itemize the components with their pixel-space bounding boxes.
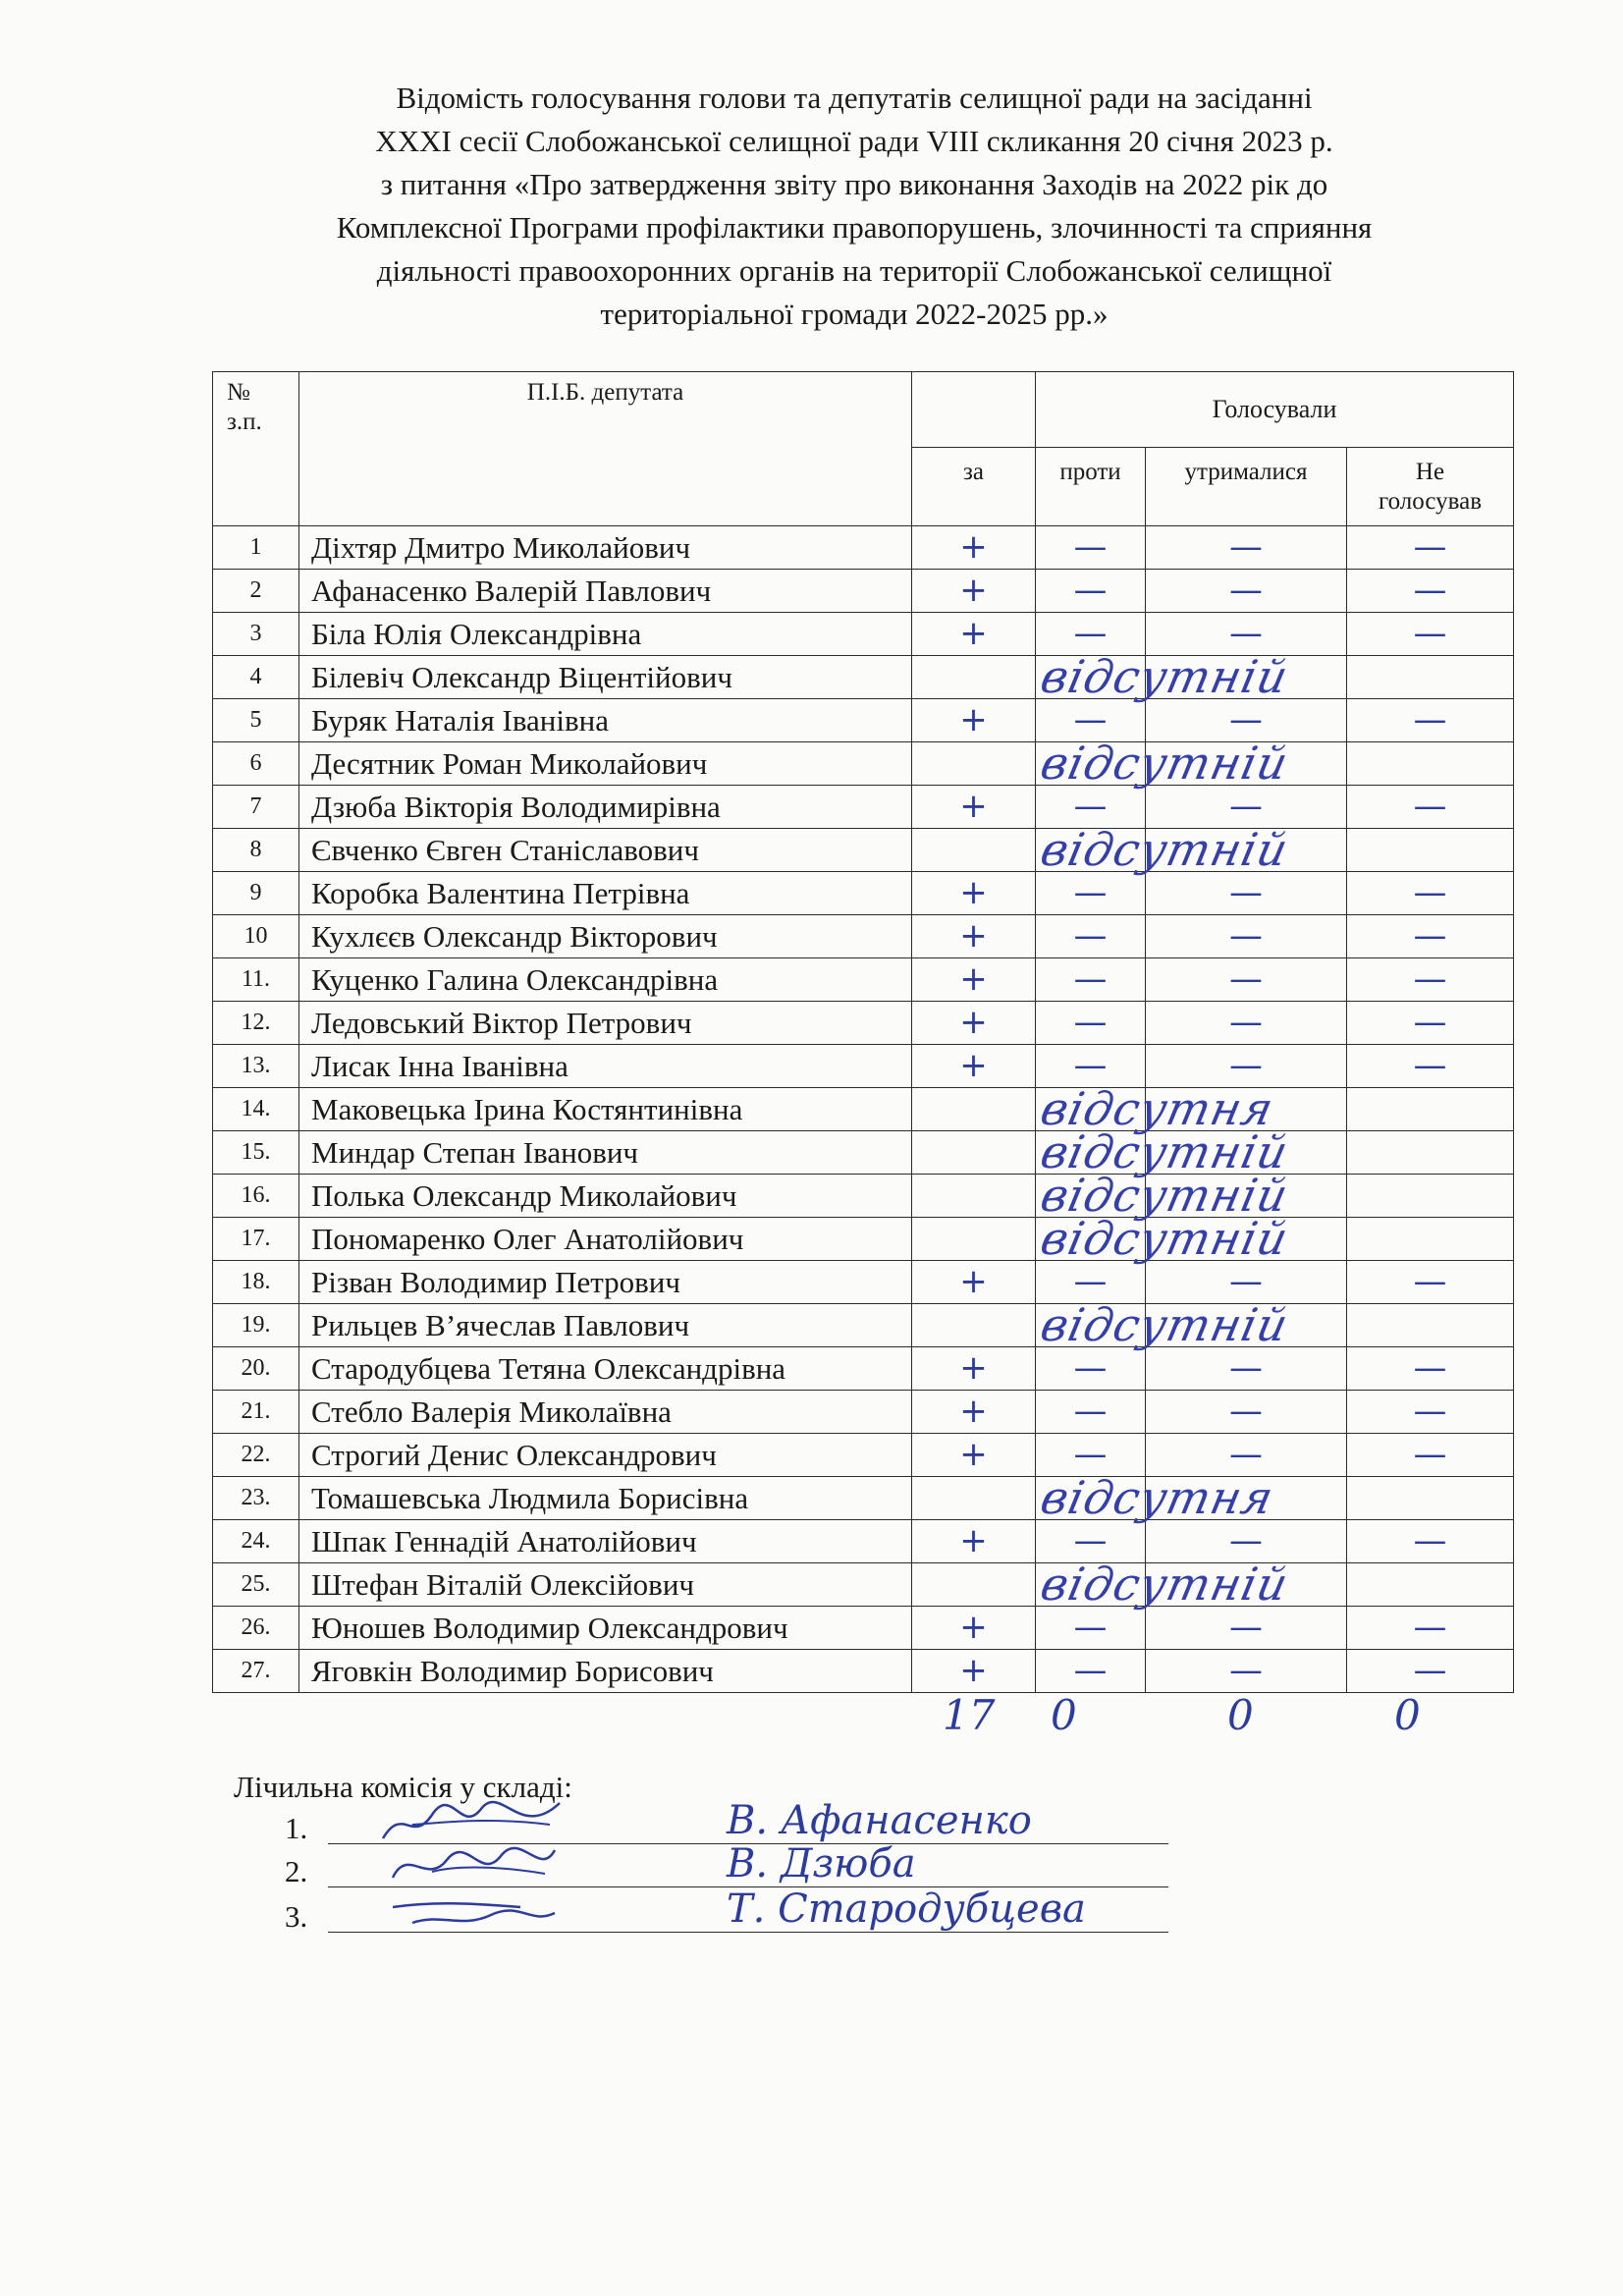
title-line: з питання «Про затвердження звіту про виконання Заходів на 2022 рік до [380, 167, 1328, 201]
deputy-name: Коробка Валентина Петрівна [299, 872, 912, 915]
title-line: діяльності правоохоронних органів на території Слобожанської селищної [376, 253, 1332, 288]
vote-cell [1036, 1298, 1294, 1351]
absent-note: відсутній [1036, 823, 1294, 876]
title-line: Комплексної Програми профілактики правопорушень, злочинності та сприяння [336, 210, 1373, 245]
vote-cell [1036, 1558, 1294, 1611]
table-row [213, 915, 1514, 958]
absent-note: відсутній [1036, 1298, 1294, 1351]
vote-dash-mark: — [1229, 1521, 1263, 1560]
header-abstained: утрималися [1146, 448, 1347, 526]
deputy-name: Рильцев В’ячеслав Павлович [299, 1304, 912, 1347]
table-row [213, 1434, 1514, 1477]
vote-rows [213, 526, 1514, 1693]
member-index: 3. [285, 1899, 308, 1934]
vote-cell [912, 656, 1036, 699]
vote-cell [912, 526, 1036, 570]
vote-cell [1347, 1088, 1514, 1131]
vote-dash-mark: — [1413, 873, 1447, 912]
vote-dash-mark: — [1229, 1651, 1263, 1690]
deputy-name: Штефан Віталій Олексійович [299, 1563, 912, 1607]
vote-cell [1146, 699, 1347, 742]
vote-total: 0 [1051, 1691, 1077, 1739]
vote-cell [1347, 656, 1514, 699]
row-number: 8 [213, 829, 299, 872]
row-number: 19. [213, 1304, 299, 1347]
vote-cell [912, 872, 1036, 915]
vote-cell [1036, 1471, 1279, 1524]
vote-cell [1347, 526, 1514, 570]
row-number: 17. [213, 1218, 299, 1261]
vote-cell [1146, 958, 1347, 1002]
deputy-name: Різван Володимир Петрович [299, 1261, 912, 1304]
vote-cell [1146, 1520, 1347, 1563]
row-number: 23. [213, 1477, 299, 1520]
vote-cell [1036, 1650, 1146, 1693]
header-not-voted [1347, 448, 1514, 526]
vote-for-mark: + [959, 527, 988, 567]
vote-for-mark: + [959, 873, 988, 912]
row-number: 24. [213, 1520, 299, 1563]
vote-dash-mark: — [1229, 1608, 1263, 1647]
commission-member [285, 1886, 1168, 1939]
vote-cell [1146, 1304, 1347, 1347]
deputy-name: Полька Олександр Миколайович [299, 1175, 912, 1218]
vote-cell [1347, 1045, 1514, 1088]
vote-dash-mark: — [1229, 873, 1263, 912]
vote-dash-mark: — [1073, 1392, 1108, 1431]
vote-dash-mark: — [1073, 916, 1108, 956]
vote-cell [1036, 650, 1294, 703]
deputy-name: Юношев Володимир Олександрович [299, 1607, 912, 1650]
vote-dash-mark: — [1229, 959, 1263, 999]
table-row [213, 1261, 1514, 1304]
vote-cell [912, 1045, 1036, 1088]
table-row [213, 1218, 1514, 1261]
row-number: 3 [213, 613, 299, 656]
vote-dash-mark: — [1413, 614, 1447, 653]
absent-note: відсутній [1036, 650, 1294, 703]
vote-cell [1347, 1477, 1514, 1520]
vote-cell [912, 829, 1036, 872]
vote-cell [1347, 1650, 1514, 1693]
vote-for-mark: + [959, 787, 988, 826]
vote-cell [1347, 1261, 1514, 1304]
header-against: проти [1036, 448, 1146, 526]
vote-cell [1347, 1131, 1514, 1175]
vote-cell [1146, 1045, 1347, 1088]
absent-note: відсутній [1036, 1558, 1294, 1611]
row-number: 1 [213, 526, 299, 570]
deputy-name: Білевіч Олександр Віцентійович [299, 656, 912, 699]
member-name: Т. Стародубцева [727, 1886, 1086, 1932]
title-line: Відомість голосування голови та депутатів селищної ради на засіданні [396, 81, 1313, 115]
vote-for-mark: + [959, 959, 988, 999]
vote-dash-mark: — [1073, 614, 1108, 653]
vote-cell [1036, 1045, 1146, 1088]
vote-dash-mark: — [1073, 700, 1108, 739]
vote-cell [1036, 613, 1146, 656]
table-row [213, 1607, 1514, 1650]
vote-cell [1146, 1131, 1347, 1175]
vote-cell [1146, 1218, 1347, 1261]
vote-dash-mark: — [1073, 1348, 1108, 1388]
deputy-name: Дзюба Вікторія Володимирівна [299, 786, 912, 829]
row-number: 15. [213, 1131, 299, 1175]
vote-cell [1347, 613, 1514, 656]
table-row [213, 526, 1514, 570]
vote-cell [912, 1175, 1036, 1218]
row-number: 11. [213, 958, 299, 1002]
row-number: 5 [213, 699, 299, 742]
vote-cell [1146, 1088, 1347, 1131]
document-title [196, 77, 1512, 336]
vote-cell [912, 1002, 1036, 1045]
table-row [213, 1477, 1514, 1520]
deputy-name: Куценко Галина Олександрівна [299, 958, 912, 1002]
vote-cell [1036, 1391, 1146, 1434]
vote-cell [1347, 1434, 1514, 1477]
vote-cell [1036, 1002, 1146, 1045]
vote-cell [1036, 1125, 1294, 1178]
row-number: 25. [213, 1563, 299, 1607]
table-row [213, 570, 1514, 613]
row-number: 4 [213, 656, 299, 699]
vote-cell [1347, 1002, 1514, 1045]
table-row [213, 1391, 1514, 1434]
header-not-voted-label: Не голосував [1378, 459, 1483, 515]
vote-cell [1347, 915, 1514, 958]
vote-cell [1347, 829, 1514, 872]
vote-cell [1347, 1175, 1514, 1218]
deputy-name: Ледовський Віктор Петрович [299, 1002, 912, 1045]
vote-for-mark: + [959, 1392, 988, 1431]
title-line: територіальної громади 2022-2025 рр.» [600, 297, 1109, 331]
vote-cell [912, 786, 1036, 829]
vote-for-mark: + [959, 1608, 988, 1647]
vote-cell [912, 1304, 1036, 1347]
vote-cell [1146, 786, 1347, 829]
vote-dash-mark: — [1229, 1003, 1263, 1042]
deputy-name: Маковецька Ірина Костянтинівна [299, 1088, 912, 1131]
vote-cell [912, 1347, 1036, 1391]
vote-total: 0 [1227, 1691, 1254, 1739]
vote-dash-mark: — [1229, 571, 1263, 610]
vote-cell [912, 742, 1036, 786]
vote-cell [1347, 742, 1514, 786]
absent-note: відсутній [1036, 1125, 1294, 1178]
header-for: за [912, 448, 1036, 526]
vote-total: 17 [943, 1691, 996, 1739]
vote-for-mark: + [959, 1262, 988, 1301]
vote-dash-mark: — [1413, 787, 1447, 826]
table-row [213, 786, 1514, 829]
vote-for-mark: + [959, 1003, 988, 1042]
vote-cell [1036, 823, 1294, 876]
vote-dash-mark: — [1073, 959, 1108, 999]
vote-cell [1347, 1218, 1514, 1261]
vote-dash-mark: — [1229, 527, 1263, 567]
vote-dash-mark: — [1073, 1046, 1108, 1085]
vote-for-mark: + [959, 1348, 988, 1388]
vote-for-mark: + [959, 1521, 988, 1560]
vote-cell [1146, 1563, 1347, 1607]
header-name: П.І.Б. депутата [299, 372, 912, 526]
vote-cell [1146, 1650, 1347, 1693]
vote-cell [1146, 570, 1347, 613]
vote-dash-mark: — [1073, 1262, 1108, 1301]
vote-cell [1036, 1347, 1146, 1391]
table-row [213, 872, 1514, 915]
vote-cell [912, 1520, 1036, 1563]
deputy-name: Строгий Денис Олександрович [299, 1434, 912, 1477]
vote-cell [1347, 1304, 1514, 1347]
vote-cell [1347, 872, 1514, 915]
table-row [213, 958, 1514, 1002]
row-number: 13. [213, 1045, 299, 1088]
vote-for-mark: + [959, 571, 988, 610]
row-number: 18. [213, 1261, 299, 1304]
vote-for-mark: + [959, 1046, 988, 1085]
table-row [213, 613, 1514, 656]
vote-cell [912, 1088, 1036, 1131]
vote-dash-mark: — [1073, 873, 1108, 912]
header-number-label: № з.п. [227, 379, 262, 435]
absent-note: відсутня [1036, 1082, 1279, 1135]
vote-dash-mark: — [1229, 787, 1263, 826]
deputy-name: Стебло Валерія Миколаївна [299, 1391, 912, 1434]
vote-cell [1347, 699, 1514, 742]
vote-cell [1146, 1175, 1347, 1218]
signature-icon [373, 1884, 569, 1939]
deputy-name: Діхтяр Дмитро Миколайович [299, 526, 912, 570]
vote-dash-mark: — [1073, 1608, 1108, 1647]
deputy-name: Євченко Євген Станіславович [299, 829, 912, 872]
vote-cell [912, 1607, 1036, 1650]
vote-cell [912, 1261, 1036, 1304]
row-number: 9 [213, 872, 299, 915]
vote-cell [912, 699, 1036, 742]
vote-dash-mark: — [1229, 1348, 1263, 1388]
vote-dash-mark: — [1229, 1046, 1263, 1085]
vote-for-mark: + [959, 916, 988, 956]
vote-dash-mark: — [1413, 959, 1447, 999]
vote-cell [1347, 786, 1514, 829]
table-row [213, 1002, 1514, 1045]
table-row [213, 1131, 1514, 1175]
vote-cell [912, 1131, 1036, 1175]
vote-dash-mark: — [1073, 1435, 1108, 1474]
vote-cell [1146, 656, 1347, 699]
vote-cell [1347, 1563, 1514, 1607]
vote-dash-mark: — [1413, 1348, 1447, 1388]
vote-dash-mark: — [1229, 700, 1263, 739]
vote-cell [1347, 1607, 1514, 1650]
table-row [213, 1347, 1514, 1391]
vote-cell [1146, 1002, 1347, 1045]
vote-for-mark: + [959, 700, 988, 739]
vote-dash-mark: — [1413, 527, 1447, 567]
row-number: 12. [213, 1002, 299, 1045]
vote-cell [1036, 1520, 1146, 1563]
member-name: В. Дзюба [727, 1841, 916, 1886]
table-row [213, 1088, 1514, 1131]
vote-cell [912, 1477, 1036, 1520]
table-row [213, 1045, 1514, 1088]
vote-dash-mark: — [1073, 1521, 1108, 1560]
vote-cell [1146, 1261, 1347, 1304]
deputy-name: Афанасенко Валерій Павлович [299, 570, 912, 613]
vote-cell [1146, 1607, 1347, 1650]
vote-cell [1036, 1082, 1279, 1135]
vote-dash-mark: — [1413, 700, 1447, 739]
table-row [213, 699, 1514, 742]
vote-dash-mark: — [1229, 916, 1263, 956]
table-row [213, 1175, 1514, 1218]
vote-dash-mark: — [1413, 571, 1447, 610]
vote-dash-mark: — [1413, 1435, 1447, 1474]
vote-cell [1347, 1347, 1514, 1391]
vote-dash-mark: — [1413, 1651, 1447, 1690]
header-empty-cell [912, 372, 1036, 448]
row-number: 20. [213, 1347, 299, 1391]
voting-table [212, 371, 1514, 1693]
vote-cell [912, 1218, 1036, 1261]
vote-cell [1146, 1477, 1347, 1520]
vote-cell [1146, 526, 1347, 570]
vote-dash-mark: — [1413, 916, 1447, 956]
vote-cell [1036, 958, 1146, 1002]
vote-dash-mark: — [1413, 1521, 1447, 1560]
row-number: 14. [213, 1088, 299, 1131]
vote-cell [912, 1563, 1036, 1607]
deputy-name: Стародубцева Тетяна Олександрівна [299, 1347, 912, 1391]
vote-cell [1146, 742, 1347, 786]
vote-cell [912, 1434, 1036, 1477]
vote-cell [912, 570, 1036, 613]
row-number: 7 [213, 786, 299, 829]
absent-note: відсутній [1036, 1212, 1294, 1265]
deputy-name: Шпак Геннадій Анатолійович [299, 1520, 912, 1563]
vote-cell [1347, 1391, 1514, 1434]
deputy-name: Яговкін Володимир Борисович [299, 1650, 912, 1693]
deputy-name: Томашевська Людмила Борисівна [299, 1477, 912, 1520]
commission-label: Лічильна комісія у складі: [234, 1770, 572, 1804]
vote-dash-mark: — [1073, 1003, 1108, 1042]
vote-cell [1036, 1607, 1146, 1650]
vote-for-mark: + [959, 1651, 988, 1690]
table-row [213, 1304, 1514, 1347]
vote-cell [1146, 1391, 1347, 1434]
vote-cell [1347, 958, 1514, 1002]
vote-cell [1036, 737, 1294, 790]
vote-dash-mark: — [1073, 571, 1108, 610]
deputy-name: Лисак Інна Іванівна [299, 1045, 912, 1088]
vote-dash-mark: — [1413, 1003, 1447, 1042]
title-line: XXXI сесії Слобожанської селищної ради VIII скликання 20 січня 2023 р. [375, 124, 1333, 158]
deputy-name: Кухлєєв Олександр Вікторович [299, 915, 912, 958]
vote-cell [1036, 526, 1146, 570]
member-index: 2. [285, 1854, 308, 1888]
absent-note: відсутня [1036, 1471, 1279, 1524]
vote-cell [912, 1650, 1036, 1693]
deputy-name: Миндар Степан Іванович [299, 1131, 912, 1175]
vote-cell [1036, 915, 1146, 958]
vote-total: 0 [1394, 1691, 1421, 1739]
vote-cell [1146, 872, 1347, 915]
vote-cell [1146, 915, 1347, 958]
table-row [213, 742, 1514, 786]
vote-cell [912, 613, 1036, 656]
vote-dash-mark: — [1229, 1262, 1263, 1301]
vote-dash-mark: — [1073, 787, 1108, 826]
vote-cell [1347, 1520, 1514, 1563]
vote-cell [1347, 570, 1514, 613]
row-number: 22. [213, 1434, 299, 1477]
vote-cell [1036, 1434, 1146, 1477]
vote-cell [1146, 613, 1347, 656]
vote-dash-mark: — [1229, 614, 1263, 653]
deputy-name: Буряк Наталія Іванівна [299, 699, 912, 742]
vote-cell [1036, 1261, 1146, 1304]
row-number: 10 [213, 915, 299, 958]
vote-dash-mark: — [1229, 1435, 1263, 1474]
vote-cell [1036, 786, 1146, 829]
row-number: 6 [213, 742, 299, 786]
vote-cell [1146, 829, 1347, 872]
vote-cell [1036, 699, 1146, 742]
row-number: 2 [213, 570, 299, 613]
vote-dash-mark: — [1413, 1392, 1447, 1431]
vote-cell [912, 915, 1036, 958]
vote-dash-mark: — [1413, 1262, 1447, 1301]
vote-cell [1146, 1434, 1347, 1477]
vote-dash-mark: — [1073, 527, 1108, 567]
row-number: 27. [213, 1650, 299, 1693]
header-number [213, 372, 299, 526]
vote-for-mark: + [959, 614, 988, 653]
table-row [213, 829, 1514, 872]
header-voted: Голосували [1036, 372, 1514, 448]
vote-cell [1036, 570, 1146, 613]
row-number: 21. [213, 1391, 299, 1434]
absent-note: відсутній [1036, 737, 1294, 790]
row-number: 16. [213, 1175, 299, 1218]
table-row [213, 1563, 1514, 1607]
deputy-name: Біла Юлія Олександрівна [299, 613, 912, 656]
table-row [213, 1520, 1514, 1563]
vote-cell [1036, 1212, 1294, 1265]
vote-cell [912, 1391, 1036, 1434]
table-row [213, 1650, 1514, 1693]
vote-for-mark: + [959, 1435, 988, 1474]
member-name: В. Афанасенко [727, 1798, 1032, 1843]
vote-dash-mark: — [1413, 1608, 1447, 1647]
member-index: 1. [285, 1811, 308, 1845]
deputy-name: Десятник Роман Миколайович [299, 742, 912, 786]
vote-cell [912, 958, 1036, 1002]
vote-dash-mark: — [1073, 1651, 1108, 1690]
table-row [213, 656, 1514, 699]
vote-dash-mark: — [1413, 1046, 1447, 1085]
vote-cell [1146, 1347, 1347, 1391]
deputy-name: Пономаренко Олег Анатолійович [299, 1218, 912, 1261]
vote-cell [1036, 872, 1146, 915]
row-number: 26. [213, 1607, 299, 1650]
absent-note: відсутній [1036, 1169, 1294, 1222]
vote-dash-mark: — [1229, 1392, 1263, 1431]
vote-cell [1036, 1169, 1294, 1222]
